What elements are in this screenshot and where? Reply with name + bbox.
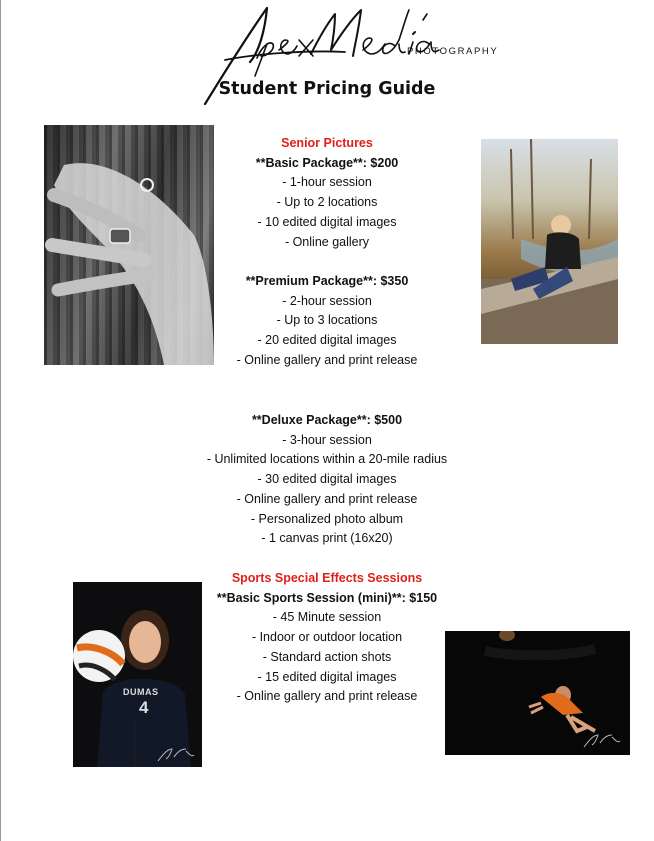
- list-item: - Online gallery and print release: [236, 689, 418, 704]
- list-item: - 10 edited digital images: [257, 214, 397, 229]
- watermark-signature: [582, 733, 622, 749]
- list-item: - Unlimited locations within a 20-mile radius: [206, 452, 448, 467]
- list-item: - Online gallery: [284, 234, 370, 249]
- senior-field-photo: [481, 139, 618, 344]
- list-item: - 3-hour session: [282, 432, 372, 447]
- premium-package-title: **Premium Package**: $350: [245, 274, 409, 288]
- page-title: Student Pricing Guide: [218, 79, 436, 99]
- sports-sessions-heading: Sports Special Effects Sessions: [231, 571, 423, 585]
- watermark-signature: [156, 747, 196, 763]
- list-item: - 45 Minute session: [272, 610, 382, 625]
- list-item: - 1-hour session: [282, 175, 372, 190]
- logo-photography-text: PHOTOGRAPHY: [407, 46, 499, 57]
- deluxe-package-title: **Deluxe Package**: $500: [251, 413, 403, 427]
- list-item: - Online gallery and print release: [236, 352, 418, 367]
- basic-package-title: **Basic Package**: $200: [255, 155, 399, 170]
- list-item: - 15 edited digital images: [257, 669, 397, 684]
- list-item: - Indoor or outdoor location: [251, 630, 403, 645]
- list-item: - Up to 2 locations: [276, 195, 378, 210]
- volleyball-action-photo: [445, 631, 630, 755]
- list-item: - Personalized photo album: [250, 511, 404, 526]
- volleyball-player-photo: [73, 582, 202, 767]
- senior-deluxe-section: [0, 411, 654, 549]
- list-item: - 30 edited digital images: [257, 472, 397, 487]
- jersey-team-text: DUMAS: [123, 687, 159, 697]
- list-item: - 1 canvas print (16x20): [261, 531, 393, 546]
- list-item: - Up to 3 locations: [276, 313, 378, 328]
- senior-pictures-heading: Senior Pictures: [281, 136, 373, 150]
- hand-on-tree-photo: [44, 125, 214, 365]
- list-item: - Standard action shots: [262, 649, 392, 664]
- jersey-number-text: 4: [139, 698, 149, 717]
- list-item: - 2-hour session: [282, 293, 372, 308]
- list-item: - 20 edited digital images: [257, 333, 397, 348]
- sports-basic-title: **Basic Sports Session (mini)**: $150: [216, 590, 438, 605]
- list-item: - Online gallery and print release: [236, 491, 418, 506]
